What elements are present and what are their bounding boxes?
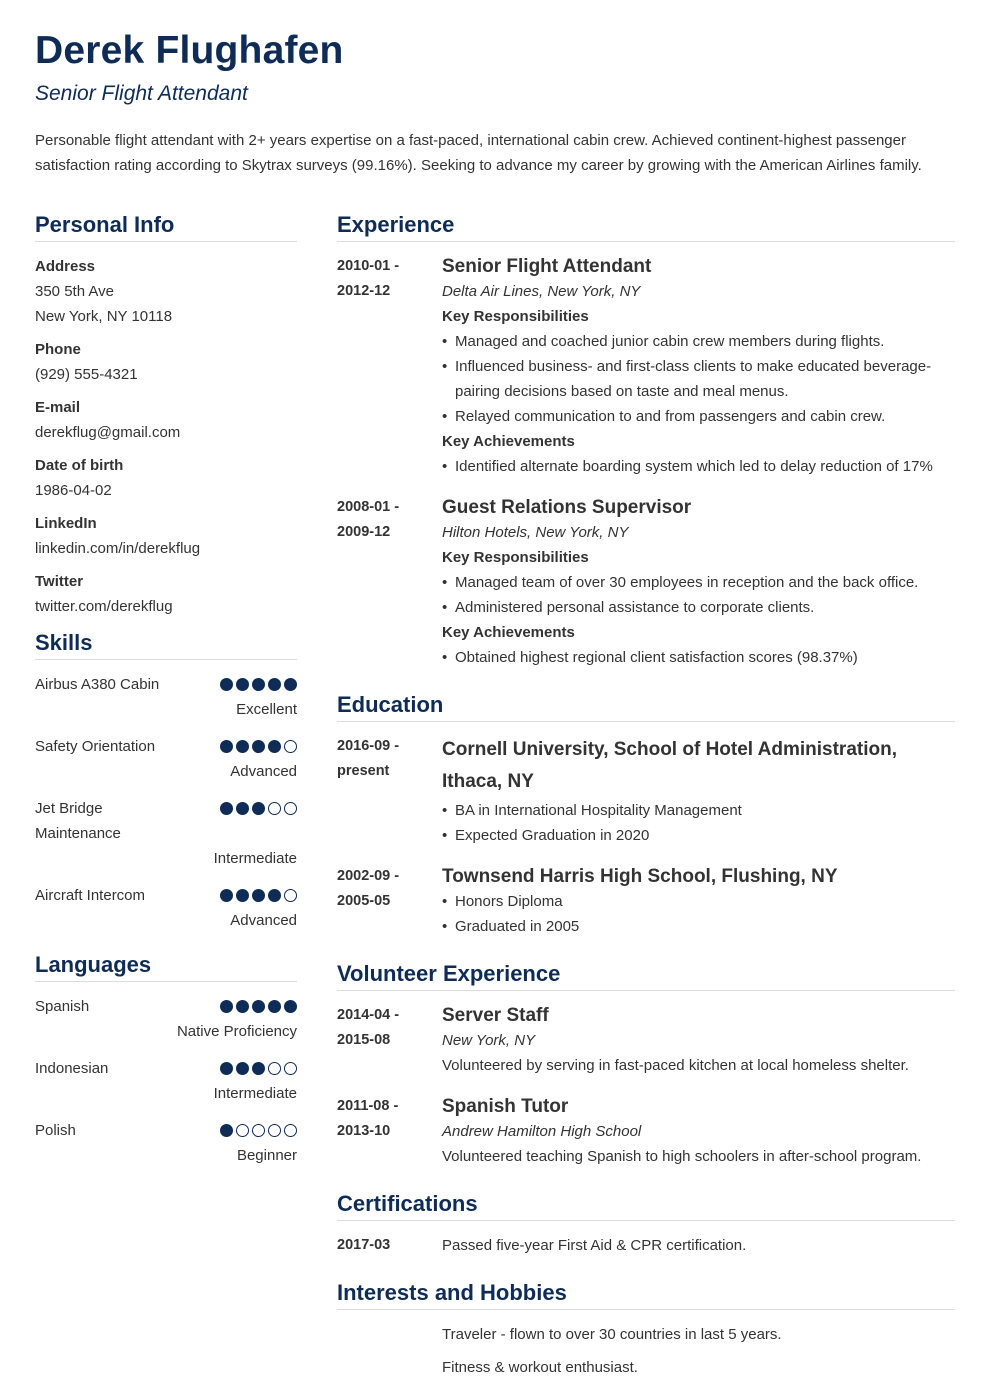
language-item-name: Polish [35, 1122, 76, 1139]
skills-heading: Skills [35, 629, 297, 660]
filled-dot-icon [268, 889, 281, 902]
achievements-heading: Key Achievements [442, 433, 575, 450]
language-item-level: Native Proficiency [176, 1023, 297, 1040]
rating-dots [220, 734, 297, 753]
right-column [337, 211, 955, 1388]
achievements-heading: Key Achievements [442, 624, 575, 641]
language-item-level: Intermediate [213, 1085, 297, 1102]
language-item [35, 994, 297, 1044]
education-detail: • Graduated in 2005 [442, 914, 955, 939]
hobby-item: Traveler - flown to over 30 countries in last 5 years. [442, 1326, 782, 1343]
left-column [35, 211, 297, 1180]
phone-field [35, 337, 297, 387]
date-end: 2009-12 [337, 524, 391, 540]
responsibility-item: • Influenced business- and first-class clients to make educated beverage-pairing decisions based on taste and meal menus. [442, 354, 955, 404]
address-line-2: New York, NY 10118 [35, 308, 173, 325]
candidate-name: Derek Flughafen [35, 29, 344, 72]
personal-info-section [35, 211, 297, 619]
language-item-name: Indonesian [35, 1060, 109, 1077]
volunteer-heading: Volunteer Experience [337, 960, 955, 991]
rating-dots [220, 994, 297, 1013]
twitter-value: twitter.com/derekflug [35, 598, 173, 615]
school-name: Townsend Harris High School, Flushing, NY [442, 866, 838, 887]
rating-dots [220, 883, 297, 902]
filled-dot-icon [252, 889, 265, 902]
volunteer-role: Spanish Tutor [442, 1096, 569, 1117]
experience-entry [337, 254, 955, 479]
filled-dot-icon [268, 740, 281, 753]
filled-dot-icon [252, 678, 265, 691]
responsibility-item: • Administered personal assistance to corporate clients. [442, 595, 955, 620]
linkedin-label: LinkedIn [35, 515, 97, 532]
skill-item [35, 883, 297, 933]
education-entry [337, 734, 955, 848]
skill-item-level: Advanced [230, 912, 297, 929]
skill-item-level: Intermediate [213, 850, 297, 867]
education-heading: Education [337, 691, 955, 722]
date-of-birth-label: Date of birth [35, 457, 124, 474]
skill-item [35, 672, 297, 722]
filled-dot-icon [236, 1062, 249, 1075]
filled-dot-icon [220, 678, 233, 691]
certification-entry [337, 1233, 955, 1258]
achievement-item: • Identified alternate boarding system which led to delay reduction of 17% [442, 454, 955, 479]
filled-dot-icon [236, 802, 249, 815]
responsibilities-heading: Key Responsibilities [442, 549, 589, 566]
date-start: 2008-01 - [337, 499, 400, 515]
experience-heading: Experience [337, 211, 955, 242]
empty-dot-icon [268, 1062, 281, 1075]
rating-dots [220, 1056, 297, 1075]
address-label: Address [35, 258, 96, 275]
filled-dot-icon [268, 678, 281, 691]
volunteer-entry [337, 1094, 955, 1169]
skill-item-name: Jet Bridge Maintenance [35, 800, 121, 842]
skills-section [35, 629, 297, 933]
education-entry [337, 864, 955, 939]
education-detail: • Expected Graduation in 2020 [442, 823, 955, 848]
filled-dot-icon [220, 1062, 233, 1075]
twitter-label: Twitter [35, 573, 84, 590]
responsibility-item: • Managed team of over 30 employees in reception and the back office. [442, 570, 955, 595]
filled-dot-icon [236, 1000, 249, 1013]
entry-date [337, 495, 442, 670]
date-start: 2014-04 - [337, 1007, 400, 1023]
filled-dot-icon [284, 678, 297, 691]
date-of-birth-field [35, 453, 297, 503]
skill-item-level: Excellent [236, 701, 297, 718]
skill-item-name: Safety Orientation [35, 738, 156, 755]
filled-dot-icon [252, 1062, 265, 1075]
linkedin-field [35, 511, 297, 561]
employer: Delta Air Lines, New York, NY [442, 283, 641, 300]
skill-item [35, 734, 297, 784]
language-item [35, 1056, 297, 1106]
phone-label: Phone [35, 341, 81, 358]
filled-dot-icon [220, 1000, 233, 1013]
date-end: present [337, 763, 390, 779]
filled-dot-icon [220, 1124, 233, 1137]
entry-date [337, 1094, 442, 1169]
filled-dot-icon [236, 889, 249, 902]
empty-dot-icon [284, 740, 297, 753]
achievement-item: • Obtained highest regional client satisfaction scores (98.37%) [442, 645, 955, 670]
education-detail: • BA in International Hospitality Management [442, 798, 955, 823]
volunteer-org: Andrew Hamilton High School [442, 1123, 642, 1140]
entry-date [337, 864, 442, 939]
filled-dot-icon [252, 740, 265, 753]
volunteer-section [337, 960, 955, 1169]
filled-dot-icon [220, 802, 233, 815]
volunteer-description: Volunteered by serving in fast-paced kitchen at local homeless shelter. [442, 1057, 909, 1074]
volunteer-org: New York, NY [442, 1032, 536, 1049]
date-start: 2016-09 - [337, 738, 400, 754]
experience-section [337, 211, 955, 670]
interests-section [337, 1279, 955, 1380]
empty-dot-icon [252, 1124, 265, 1137]
certification-date: 2017-03 [337, 1237, 391, 1253]
empty-dot-icon [284, 1124, 297, 1137]
experience-entry [337, 495, 955, 670]
linkedin-value: linkedin.com/in/derekflug [35, 540, 201, 557]
filled-dot-icon [236, 740, 249, 753]
skill-item-name: Airbus A380 Cabin [35, 676, 160, 693]
email-label: E-mail [35, 399, 81, 416]
skill-item-level: Advanced [230, 763, 297, 780]
entry-date [337, 734, 442, 848]
responsibilities-heading: Key Responsibilities [442, 308, 589, 325]
rating-dots [220, 796, 297, 815]
skill-item [35, 796, 297, 871]
rating-dots [220, 672, 297, 691]
certification-text: Passed five-year First Aid & CPR certification. [442, 1237, 747, 1254]
skill-item-name: Aircraft Intercom [35, 887, 146, 904]
address-field [35, 254, 297, 329]
empty-dot-icon [284, 802, 297, 815]
date-end: 2005-05 [337, 893, 391, 909]
filled-dot-icon [284, 1000, 297, 1013]
entry-date [337, 254, 442, 479]
volunteer-description: Volunteered teaching Spanish to high schoolers in after-school program. [442, 1148, 922, 1165]
empty-dot-icon [268, 1124, 281, 1137]
rating-dots [220, 1118, 297, 1137]
languages-heading: Languages [35, 951, 297, 982]
language-item-name: Spanish [35, 998, 90, 1015]
job-position: Guest Relations Supervisor [442, 497, 692, 518]
empty-dot-icon [284, 889, 297, 902]
date-start: 2002-09 - [337, 868, 400, 884]
date-end: 2012-12 [337, 283, 391, 299]
email-value: derekflug@gmail.com [35, 424, 181, 441]
filled-dot-icon [220, 889, 233, 902]
education-section [337, 691, 955, 939]
phone-value: (929) 555-4321 [35, 366, 138, 383]
certifications-section [337, 1190, 955, 1258]
responsibility-item: • Relayed communication to and from passengers and cabin crew. [442, 404, 955, 429]
filled-dot-icon [252, 1000, 265, 1013]
language-item [35, 1118, 297, 1168]
responsibility-item: • Managed and coached junior cabin crew members during flights. [442, 329, 955, 354]
languages-section [35, 951, 297, 1168]
interests-heading: Interests and Hobbies [337, 1279, 955, 1310]
address-line-1: 350 5th Ave [35, 283, 114, 300]
certifications-heading: Certifications [337, 1190, 955, 1221]
empty-dot-icon [284, 1062, 297, 1075]
date-start: 2011-08 - [337, 1098, 399, 1114]
volunteer-role: Server Staff [442, 1005, 549, 1026]
date-of-birth-value: 1986-04-02 [35, 482, 112, 499]
empty-dot-icon [236, 1124, 249, 1137]
job-title: Senior Flight Attendant [35, 82, 248, 105]
date-end: 2013-10 [337, 1123, 391, 1139]
job-position: Senior Flight Attendant [442, 256, 652, 277]
entry-date [337, 1003, 442, 1078]
filled-dot-icon [252, 802, 265, 815]
language-item-level: Beginner [236, 1147, 297, 1164]
filled-dot-icon [268, 1000, 281, 1013]
twitter-field [35, 569, 297, 619]
education-detail: • Honors Diploma [442, 889, 955, 914]
filled-dot-icon [220, 740, 233, 753]
filled-dot-icon [236, 678, 249, 691]
hobby-item: Fitness & workout enthusiast. [442, 1359, 638, 1376]
date-end: 2015-08 [337, 1032, 391, 1048]
empty-dot-icon [268, 802, 281, 815]
date-start: 2010-01 - [337, 258, 400, 274]
profile-summary: Personable flight attendant with 2+ years expertise on a fast-paced, international cabin crew. Achieved continent-highest passenger satisfaction rating according to Skytrax surveys (99.16%). Seeking to advance my career by growing with the American Airlines family. [35, 132, 922, 174]
personal-info-heading: Personal Info [35, 211, 297, 242]
school-name: Cornell University, School of Hotel Administration, Ithaca, NY [442, 739, 897, 792]
employer: Hilton Hotels, New York, NY [442, 524, 629, 541]
volunteer-entry [337, 1003, 955, 1078]
email-field [35, 395, 297, 445]
